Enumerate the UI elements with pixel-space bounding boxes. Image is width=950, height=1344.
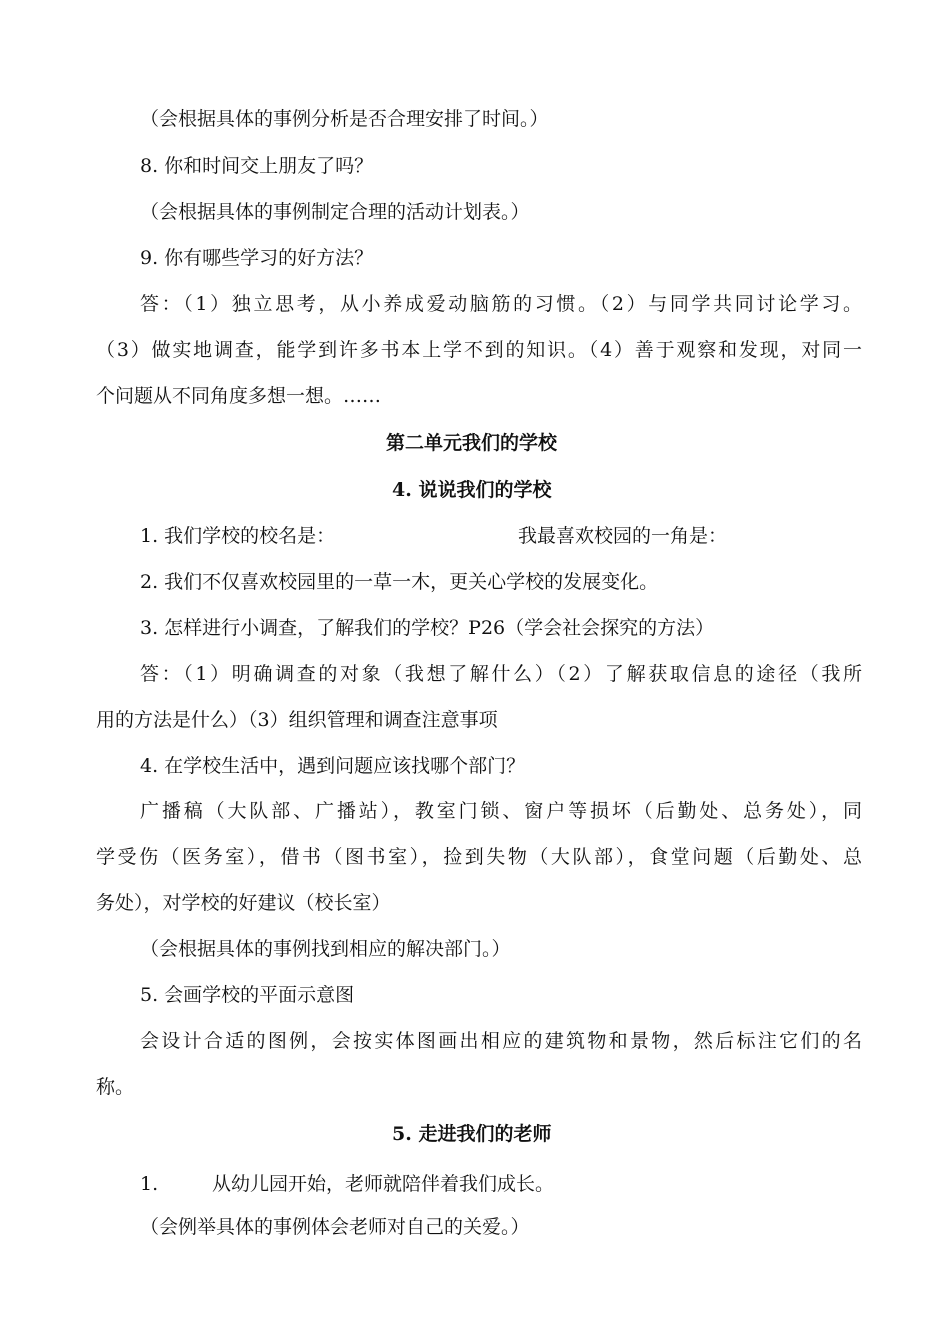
answer-9-line-2: （3）做实地调查，能学到许多书本上学不到的知识。（4）善于观察和发现，对同一 bbox=[96, 339, 862, 361]
answer-3-line-1: 答：（1）明确调查的对象（我想了解什么）（2）了解获取信息的途径（我所 bbox=[140, 663, 862, 685]
item-4: 4. 在学校生活中，遇到问题应该找哪个部门？ bbox=[140, 755, 526, 777]
question-9: 9. 你有哪些学习的好方法？ bbox=[140, 247, 374, 269]
item-4-body-line-3: 务处），对学校的好建议（校长室） bbox=[96, 892, 391, 914]
item-1-school-name: 1. 我们学校的校名是： bbox=[140, 525, 336, 547]
question-8: 8. 你和时间交上朋友了吗？ bbox=[140, 155, 374, 177]
lesson-5-title: 5. 走进我们的老师 bbox=[392, 1123, 552, 1145]
note-activity-plan: （会根据具体的事例制定合理的活动计划表。） bbox=[140, 201, 530, 223]
lesson-5-item-1-number: 1. bbox=[140, 1173, 159, 1195]
item-4-body-line-2: 学受伤（医务室），借书（图书室），捡到失物（大队部），食堂问题（后勤处、总 bbox=[96, 846, 862, 868]
answer-9-line-1: 答：（1）独立思考，从小养成爱动脑筋的习惯。（2）与同学共同讨论学习。 bbox=[140, 293, 862, 315]
item-2: 2. 我们不仅喜欢校园里的一草一木，更关心学校的发展变化。 bbox=[140, 571, 659, 593]
lesson-4-title: 4. 说说我们的学校 bbox=[392, 479, 552, 501]
answer-9-line-3: 个问题从不同角度多想一想。…… bbox=[96, 385, 382, 407]
item-4-body-line-1: 广播稿（大队部、广播站），教室门锁、窗户等损坏（后勤处、总务处），同 bbox=[140, 800, 862, 822]
unit-title: 第二单元我们的学校 bbox=[386, 432, 558, 454]
note-time-arrangement: （会根据具体的事例分析是否合理安排了时间。） bbox=[140, 108, 549, 130]
lesson-5-item-1-text: 从幼儿园开始，老师就陪伴着我们成长。 bbox=[212, 1173, 555, 1195]
note-departments: （会根据具体的事例找到相应的解决部门。） bbox=[140, 938, 511, 960]
item-5: 5. 会画学校的平面示意图 bbox=[140, 984, 355, 1006]
item-1-favorite-corner: 我最喜欢校园的一角是： bbox=[518, 525, 728, 547]
item-5-body-line-2: 称。 bbox=[96, 1076, 135, 1098]
note-teacher-care: （会例举具体的事例体会老师对自己的关爱。） bbox=[140, 1216, 530, 1238]
answer-3-line-2: 用的方法是什么）（3）组织管理和调查注意事项 bbox=[96, 709, 498, 731]
item-3: 3. 怎样进行小调查，了解我们的学校？P26（学会社会探究的方法） bbox=[140, 617, 715, 639]
item-5-body-line-1: 会设计合适的图例，会按实体图画出相应的建筑物和景物，然后标注它们的名 bbox=[140, 1030, 862, 1052]
